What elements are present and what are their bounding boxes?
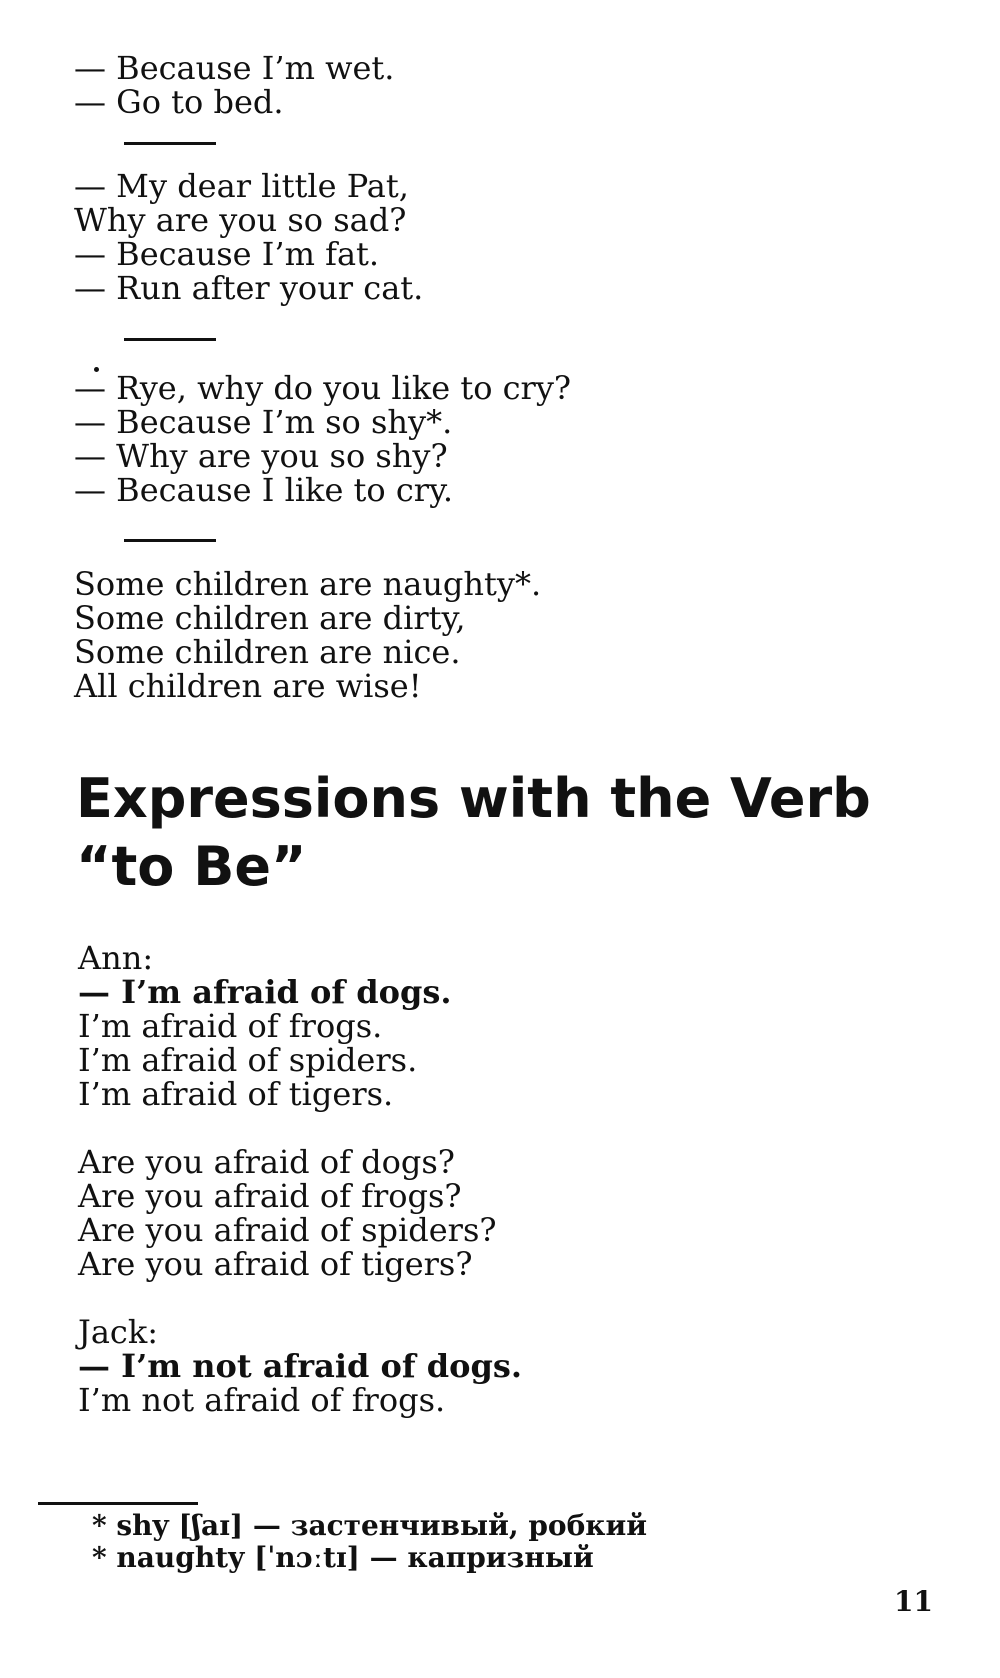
ann-line2: I’m afraid of frogs. (78, 1007, 383, 1045)
verse2-line4: — Run after your cat. (74, 269, 424, 307)
verse2-line2: Why are you so sad? (74, 201, 407, 239)
verse1-line1: — Because I’m wet. (74, 49, 395, 87)
verse3-line1: — Rye, why do you like to cry? (74, 369, 572, 407)
section-title-line1: Expressions with the Verb (76, 767, 871, 830)
verse2-line3: — Because I’m fat. (74, 235, 380, 273)
footnote-naughty: * naughty [ˈnɔːtɪ] — капризный (92, 1541, 594, 1574)
question-line4: Are you afraid of tigers? (78, 1245, 473, 1283)
verse4-line1: Some children are naughty*. (74, 565, 542, 603)
verse4-line4: All children are wise! (74, 667, 422, 705)
verse3-line4: — Because I like to cry. (74, 471, 454, 509)
footnote-rule (38, 1502, 198, 1505)
jack-line2: I’m not afraid of frogs. (78, 1381, 446, 1419)
ann-speaker: Ann: (78, 939, 154, 977)
jack-line1: — I’m not afraid of dogs. (78, 1347, 523, 1385)
verse4-line2: Some children are dirty, (74, 599, 466, 637)
question-line1: Are you afraid of dogs? (78, 1143, 455, 1181)
verse2-line1: — My dear little Pat, (74, 167, 409, 205)
question-line2: Are you afraid of frogs? (78, 1177, 462, 1215)
separator-rule-2 (124, 338, 216, 341)
separator-rule-3 (124, 539, 216, 542)
verse3-line3: — Why are you so shy? (74, 437, 448, 475)
section-title-line2: “to Be” (76, 835, 307, 898)
ann-line3: I’m afraid of spiders. (78, 1041, 418, 1079)
verse3-line2: — Because I’m so shy*. (74, 403, 453, 441)
ann-line4: I’m afraid of tigers. (78, 1075, 394, 1113)
question-line3: Are you afraid of spiders? (78, 1211, 497, 1249)
verse4-line3: Some children are nice. (74, 633, 461, 671)
verse1-line2: — Go to bed. (74, 83, 284, 121)
jack-speaker: Jack: (78, 1313, 158, 1351)
page-number: 11 (894, 1585, 933, 1618)
ann-line1: — I’m afraid of dogs. (78, 973, 452, 1011)
separator-rule-1 (124, 142, 216, 145)
footnote-shy: * shy [ʃaɪ] — застенчивый, робкий (92, 1509, 648, 1542)
